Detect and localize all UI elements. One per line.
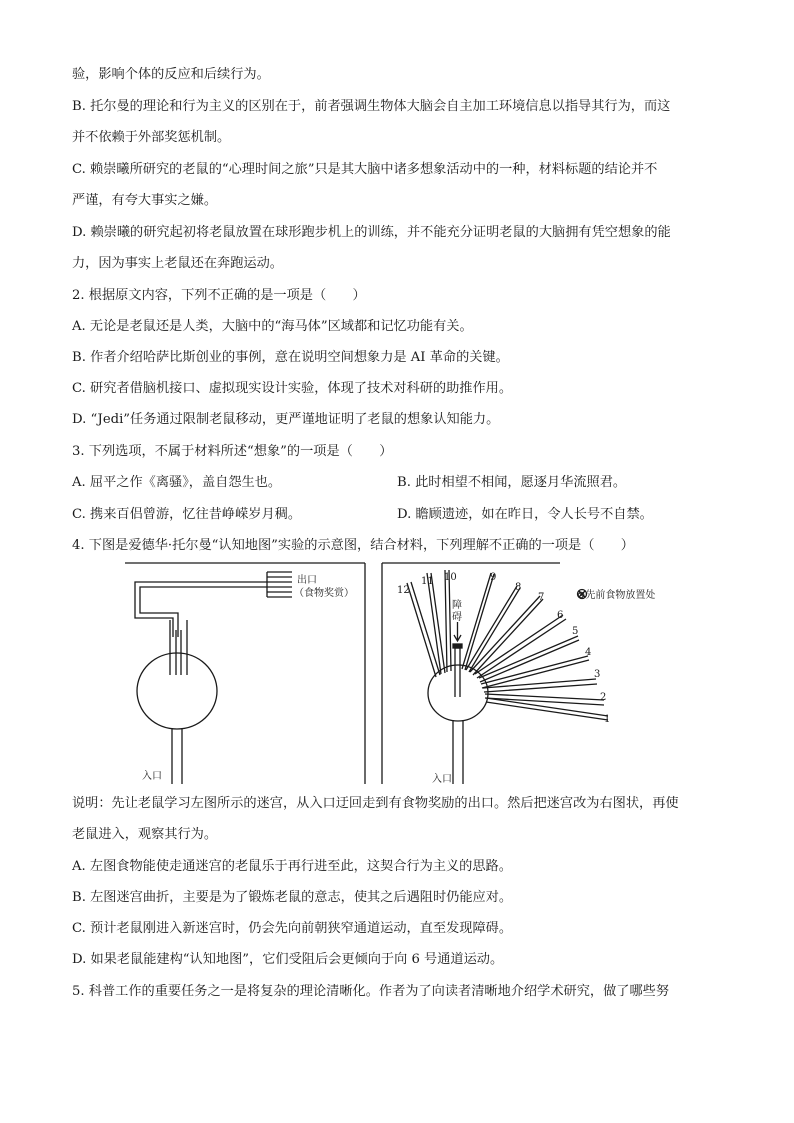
channel-label: 12: [397, 585, 410, 596]
question-3-option-b: B. 此时相望不相闻，愿逐月华流照君。: [397, 475, 627, 490]
left-exit-sub-label: （食物奖赏）: [294, 588, 354, 599]
option-b-line-2: 并不依赖于外部奖惩机制。: [72, 130, 231, 145]
question-4-option-d: D. 如果老鼠能建构“认知地图”，它们受阻后会更倾向于向 6 号通道运动。: [72, 952, 504, 967]
channel-label: 2: [600, 692, 607, 703]
question-4-option-b: B. 左图迷宫曲折，主要是为了锻炼老鼠的意志，使其之后遇阻时仍能应对。: [72, 890, 513, 905]
channel-label: 6: [557, 610, 564, 621]
right-maze-blocked-corridor: [455, 648, 460, 697]
question-3-option-c: C. 携来百侣曾游，忆往昔峥嵘岁月稠。: [72, 507, 302, 522]
option-b-line-1: B. 托尔曼的理论和行为主义的区别在于，前者强调生物体大脑会自主加工环境信息以指导其行为，而这: [72, 99, 671, 114]
barrier-label-2: 碍: [452, 612, 462, 623]
left-maze-path-outer: [135, 582, 267, 637]
food-location-label: ⊗先前食物放置处: [577, 590, 656, 601]
question-3-option-d: D. 瞻顾遗迹，如在昨日，令人长号不自禁。: [397, 507, 653, 522]
option-d-line-2: 力，因为事实上老鼠还在奔跑运动。: [72, 256, 283, 271]
channel-label: 10: [444, 572, 457, 583]
right-maze-entrance-corridor: [453, 720, 463, 784]
left-maze-exit-lines: [267, 572, 292, 597]
figure-note-line-1: 说明：先让老鼠学习左图所示的迷宫，从入口迂回走到有食物奖励的出口。然后把迷宫改为右图状，再使: [72, 796, 679, 811]
question-2-option-b: B. 作者介绍哈萨比斯创业的事例，意在说明空间想象力是 AI 革命的关键。: [72, 350, 509, 365]
barrier-arrow: [454, 622, 461, 641]
question-2-stem: 2. 根据原文内容，下列不正确的是一项是（ ）: [72, 288, 366, 303]
left-maze-path-inner: [140, 587, 267, 637]
question-2-option-d: D. “Jedi”任务通过限制老鼠移动，更严谨地证明了老鼠的想象认知能力。: [72, 412, 500, 427]
option-c-line-1: C. 赖崇曦所研究的老鼠的“心理时间之旅”只是其大脑中诸多想象活动中的一种，材料标题的结论并不: [72, 162, 658, 177]
channel-label: 3: [594, 669, 601, 680]
question-3-stem: 3. 下列选项，不属于材料所述“想象”的一项是（ ）: [72, 444, 393, 459]
right-maze-start-box: [428, 665, 488, 721]
text-line: 验，影响个体的反应和后续行为。: [72, 67, 270, 82]
question-4-option-a: A. 左图食物能使走通迷宫的老鼠乐于再行进至此，这契合行为主义的思路。: [72, 859, 512, 874]
question-4-stem: 4. 下图是爱德华·托尔曼“认知地图”实验的示意图，结合材料，下列理解不正确的一项是（ ）: [72, 538, 634, 553]
option-c-line-2: 严谨，有夸大事实之嫌。: [72, 193, 218, 208]
question-4-option-c: C. 预计老鼠刚进入新迷宫时，仍会先向前朝狭窄通道运动，直至发现障碍。: [72, 921, 513, 936]
barrier: [453, 644, 462, 648]
left-exit-label: 出口: [297, 575, 317, 586]
left-entrance-label: 入口: [142, 771, 162, 782]
question-5-stem: 5. 科普工作的重要任务之一是将复杂的理论清晰化。作者为了向读者清晰地介绍学术研究，做了哪些努: [72, 984, 670, 999]
right-entrance-label: 入口: [432, 774, 452, 785]
channel-label: 7: [538, 592, 545, 603]
option-d-line-1: D. 赖崇曦的研究起初将老鼠放置在球形跑步机上的训练，并不能充分证明老鼠的大脑拥有凭空想象的能: [72, 225, 671, 240]
barrier-label-1: 障: [452, 600, 462, 611]
figure-note-line-2: 老鼠进入，观察其行为。: [72, 827, 218, 842]
channel-label: 9: [490, 572, 497, 583]
question-3-option-a: A. 屈平之作《离骚》，盖自怨生也。: [72, 475, 282, 490]
channel-label: 11: [421, 576, 434, 587]
channel-label: 5: [572, 626, 579, 637]
question-2-option-a: A. 无论是老鼠还是人类，大脑中的“海马体”区域都和记忆功能有关。: [72, 319, 473, 334]
left-maze-entrance-corridor: [172, 728, 182, 784]
channel-label: 8: [515, 582, 522, 593]
left-maze-start-box: [137, 653, 217, 729]
channel-label: 1: [604, 714, 611, 725]
question-2-option-c: C. 研究者借脑机接口、虚拟现实设计实验，体现了技术对科研的助推作用。: [72, 381, 513, 396]
channel-label: 4: [585, 647, 592, 658]
maze-figure: [120, 560, 720, 786]
